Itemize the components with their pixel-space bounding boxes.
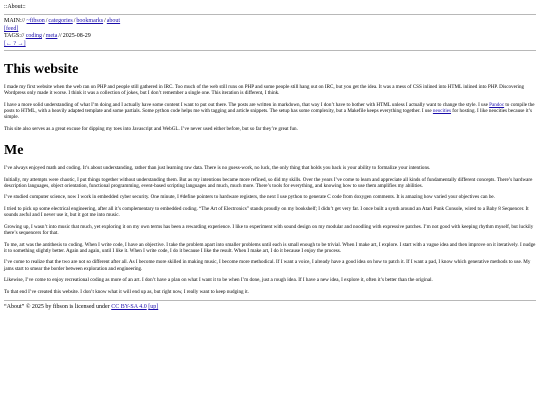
- copyright-text: “About” © 2025 by fibson is licensed under: [4, 304, 112, 311]
- nav-link-categories[interactable]: categories: [48, 18, 73, 24]
- tags-prefix: TAGS://: [4, 33, 26, 39]
- nav-link-home[interactable]: ~fibson: [26, 18, 45, 24]
- paragraph: This site also serves as a great excuse for dipping my toes into Javascript and WebGL. I’ve never used either before, but so far they’re great fun.: [4, 125, 298, 132]
- paragraph: To me, art was the antithesis to coding. When I write code, I have an objective. I take the problem apart into smaller problems until each is small enough to be trivial. When I make art, I explore. I start with a vague idea and then improve on it iteratively. I nudge it to something slightly better. Again and again, until I like it. When I write code, I do it because I like the result. When I make art, I do it because I enjoy the process.: [4, 241, 536, 254]
- meta-divider: [4, 50, 536, 51]
- neocities-link[interactable]: neocities: [432, 108, 452, 114]
- section-heading-website: This website: [4, 62, 79, 77]
- feed-link[interactable]: [feed]: [4, 25, 19, 32]
- tag-link-meta[interactable]: meta: [45, 33, 58, 39]
- paragraph: I’ve come to realize that the two are not so different after all. As I become more skilled in making music, I become more methodical. If I want a voice, I already have a good idea on how to patch it. If I want a pad, I know which generative methods to use. My jams start to smear the border between exploration and engineering.: [4, 259, 531, 272]
- footer: [4, 304, 536, 310]
- up-link[interactable]: [up]: [148, 304, 159, 311]
- header-divider: [4, 14, 536, 15]
- paragraph: I’ve always enjoyed math and coding. It’s about understanding, rather than just learning raw data. There is no guess-work, no luck, the only thing that holds you back is your ability to formalize your intentions.: [4, 165, 431, 171]
- paragraph: To that end I’ve created this website. I don’t know what it will end up as, but right now, I really want to keep nudging it.: [4, 288, 249, 295]
- paragraph-tools: I have a more solid understanding of what I’m doing and I actually have some content I want to put out there. The posts are written in markdown, that way I don’t have to bother with HTML unless I actually want to change the style. I use Pandoc to compile the posts to HTML, with a heavily adapted template and some partials. Some python code helps me with tagging and article snippets. The setup has some complexity, but a Makefile keeps everything together. I use neocities for hosting. I like neocities because it’s simple.: [4, 101, 535, 121]
- paragraph: Growing up, I wasn’t into music that much, yet exploring it on my own terms has been a rewarding experience. I like to experiment with sound design on my modular and noodling with expressive patches. I’m not good with keeping rhythm myself, but luckily there’s sequencers for that.: [4, 223, 534, 236]
- nav-link-bookmarks[interactable]: bookmarks: [76, 18, 104, 24]
- nav-prefix: MAIN://: [4, 18, 27, 24]
- footer-divider: [4, 300, 536, 301]
- license-link[interactable]: CC BY-SA 4.0: [111, 304, 147, 311]
- post-date: 2025-08-29: [62, 33, 91, 39]
- paragraph: I made my first website when the web ran on PHP and people still gathered in IRC. Too much of the web still runs on PHP and some people still hang out on IRC, but you get the idea. It was a mess of CSS inlined into HTML inlined into PHP. Discovering Wordpress only made it worse. I think it was a collection of jokes, but I don’t remember a single one. This iteration is different, I think.: [4, 84, 525, 97]
- paragraph: I’ve studied computer science, now I work in embedded cyber security. One minute, I #define pointers to hardware registers, the next I use python to generate C code from doxygen comments. It is amazing how varied your objectives can be.: [4, 194, 495, 201]
- tag-link-coding[interactable]: coding: [25, 33, 43, 39]
- tags-line: TAGS:// coding/meta//2025-08-29: [4, 33, 91, 39]
- pandoc-link[interactable]: Pandoc: [489, 101, 505, 108]
- paragraph: Initially, my attempts were chaotic, I put things together without understanding them. But as my intentions became more refined, so did my skills. Over the years I’ve come to learn and appreciate all kinds of fundamentally different concepts. There’s hardware description languages, object orientation, functional programming, event-based scripting languages and much, much more. There’s tools for everything, and knowing how to use them amplifies my abilities.: [4, 176, 533, 189]
- section-heading-me: Me: [4, 143, 24, 158]
- paragraph: I tried to pick up some electrical engineering, after all it’s complementary to embedded coding. “The Art of Electronics” stands proudly on my bookshelf; I didn’t get very far. I once built a synth around an Atari Punk Console, wired to a Baby 8 Sequencer. It sounds awful and I never use it, but it got me into music.: [4, 205, 529, 219]
- window-title: ::About::: [4, 4, 26, 10]
- nav-link-about[interactable]: about: [106, 18, 121, 24]
- main-nav: MAIN:// ~fibson/categories/bookmarks/about: [4, 18, 121, 24]
- paragraph: Likewise, I’ve come to enjoy recreational coding as more of an art. I don’t have a plan on what I want it to be when I’m done, just a rough idea. If I have a new idea, I explore it, often it’s better than the original.: [4, 277, 433, 284]
- webring-link[interactable]: [← ? →]: [4, 40, 26, 47]
